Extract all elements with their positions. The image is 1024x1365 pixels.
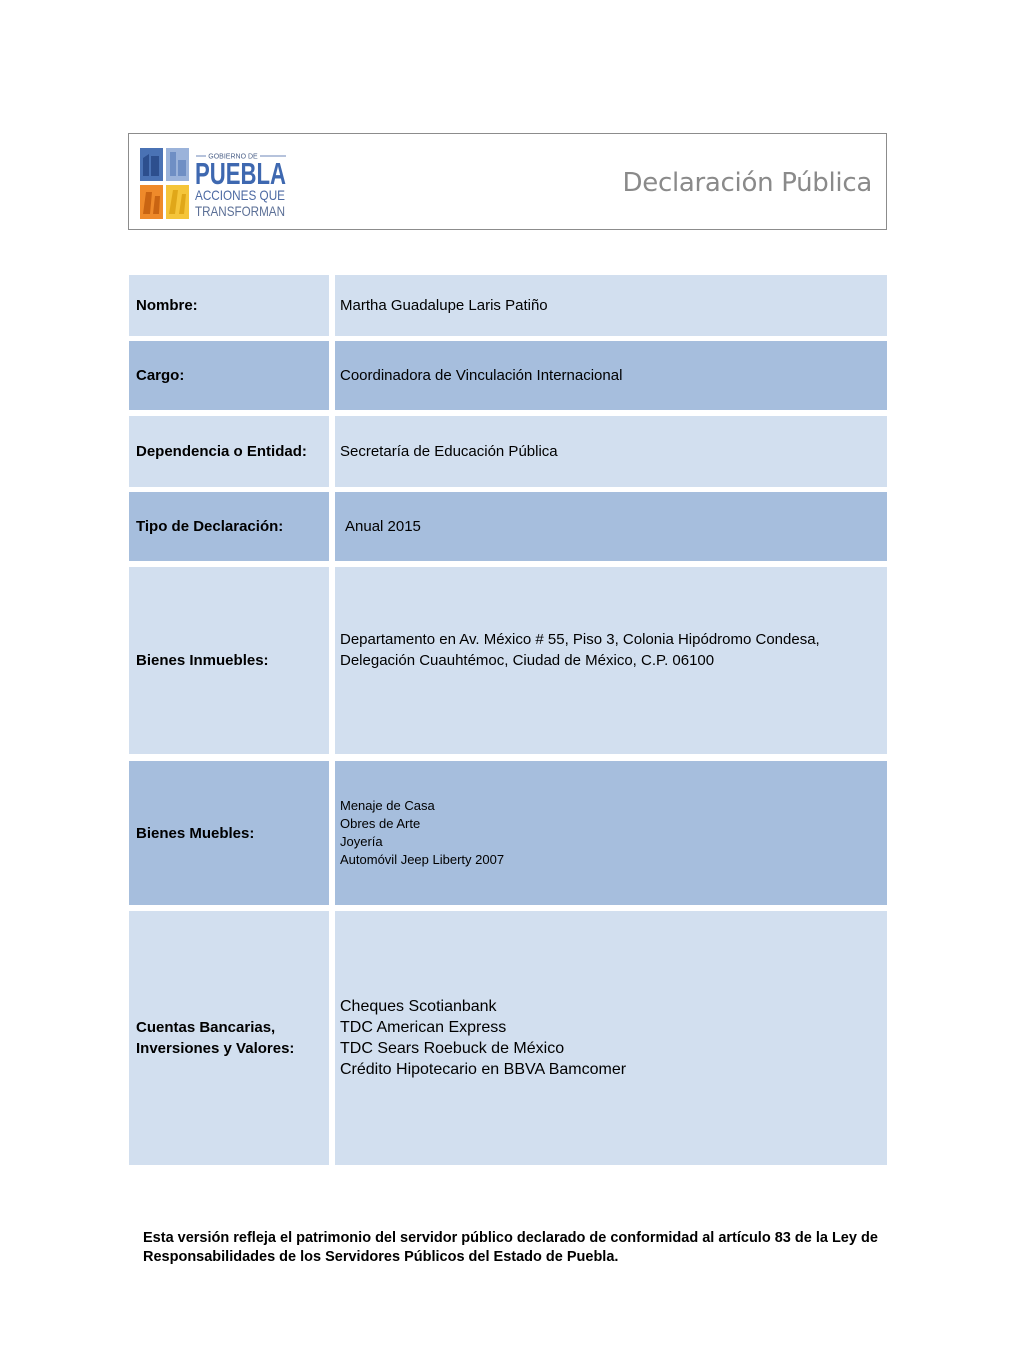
field-value: Secretaría de Educación Pública [335, 416, 887, 487]
list-item: Automóvil Jeep Liberty 2007 [340, 852, 505, 867]
field-label: Bienes Muebles: [129, 761, 329, 905]
list-item: TDC Sears Roebuck de México [340, 1040, 565, 1057]
field-value: Anual 2015 [335, 492, 887, 561]
logo-line2-text: TRANSFORMAN [195, 203, 285, 219]
list-item: Cheques Scotianbank [340, 998, 497, 1015]
field-label [129, 911, 329, 1165]
table-row-bienes-muebles [129, 761, 887, 905]
field-label: Tipo de Declaración: [129, 492, 329, 561]
page-title: Declaración Pública [622, 168, 872, 198]
document-header [128, 133, 887, 230]
value-line: Departamento en Av. México # 55, Piso 3, Colonia Hipódromo Condesa, [340, 630, 820, 648]
value-line: Delegación Cuauhtémoc, Ciudad de México, C.P. 06100 [340, 651, 715, 669]
table-row-cargo [129, 341, 887, 410]
label-line: Cuentas Bancarias, [136, 1019, 276, 1036]
label-line: Inversiones y Valores: [136, 1040, 295, 1057]
field-value [335, 911, 887, 1165]
field-value [335, 761, 887, 905]
logo-name-text: PUEBLA [195, 156, 286, 191]
field-value [335, 567, 887, 754]
field-value: Coordinadora de Vinculación Internacional [335, 341, 887, 410]
field-label: Dependencia o Entidad: [129, 416, 329, 487]
table-row-bienes-inmuebles [129, 567, 887, 754]
logo-line1-text: ACCIONES QUE [195, 187, 285, 203]
table-row-dependencia [129, 416, 887, 487]
logo-top-text: GOBIERNO DE [208, 153, 258, 161]
footer-note: Esta versión refleja el patrimonio del servidor público declarado de conformidad al artículo 83 de la Ley de Responsabilidades de los Servidores Públicos del Estado de Puebla. [143, 1230, 878, 1265]
table-row-nombre [129, 275, 887, 336]
table-row-cuentas-bancarias [129, 911, 887, 1165]
list-item: Joyería [340, 834, 383, 849]
field-value: Martha Guadalupe Laris Patiño [335, 275, 887, 336]
table-row-tipo-declaracion [129, 492, 887, 561]
puebla-government-logo [140, 148, 290, 220]
list-item: Crédito Hipotecario en BBVA Bamcomer [340, 1061, 627, 1078]
field-label: Nombre: [129, 275, 329, 336]
field-label: Bienes Inmuebles: [129, 567, 329, 754]
list-item: Obres de Arte [340, 816, 421, 831]
field-label: Cargo: [129, 341, 329, 410]
list-item: Menaje de Casa [340, 798, 435, 813]
list-item: TDC American Express [340, 1019, 507, 1036]
